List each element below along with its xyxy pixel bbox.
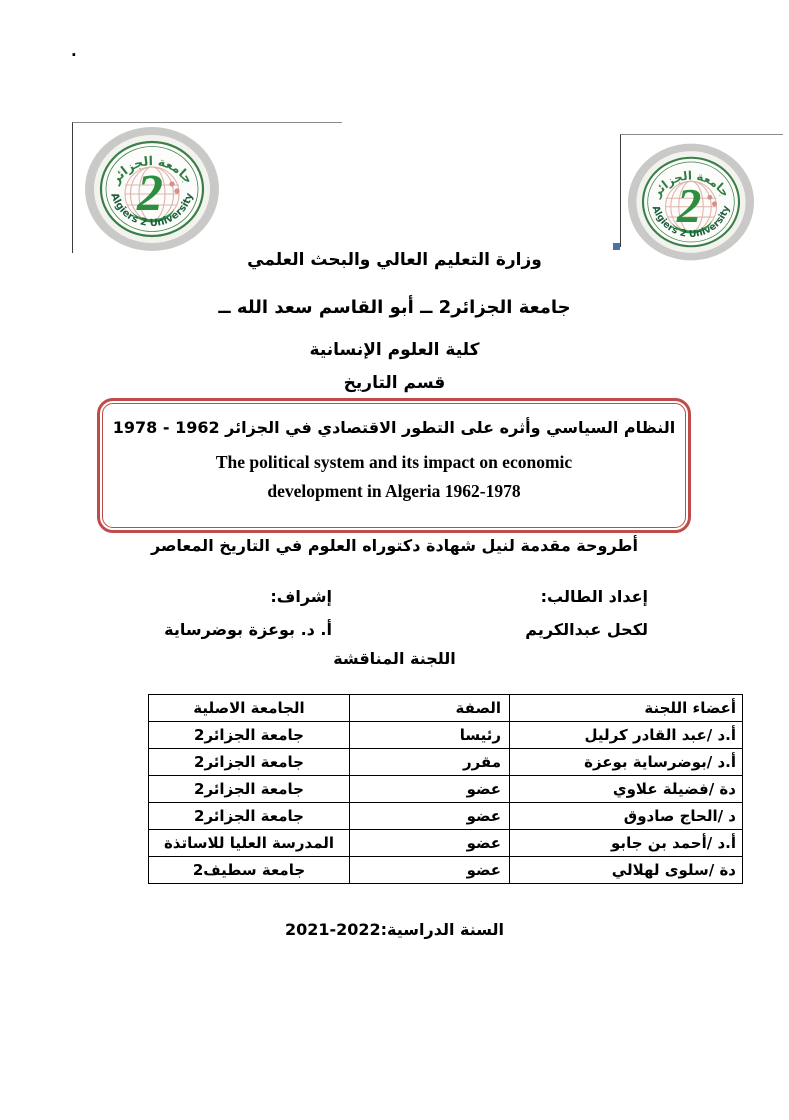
supervisor-block: [140, 580, 332, 646]
member-university-cell: جامعة الجزائر2: [149, 749, 350, 776]
column-header-university: الجامعة الاصلية: [149, 695, 350, 722]
english-title-line1: The political system and its impact on economic: [215, 452, 573, 472]
department-line: قسم التاريخ: [343, 373, 446, 393]
member-name-cell: دة /سلوى لهلالي: [510, 857, 743, 884]
committee-table: [148, 694, 743, 884]
arabic-thesis-title: النظام السياسي وأثره على التطور الاقتصادي في الجزائر 1962 - 1978: [112, 418, 676, 437]
algiers2-university-logo-icon: [84, 126, 220, 252]
member-name-cell: أ.د /أحمد بن جابو: [510, 830, 743, 857]
member-university-cell: جامعة الجزائر2: [149, 722, 350, 749]
member-name-cell: د /الحاج صادوق: [510, 803, 743, 830]
member-university-cell: المدرسة العليا للاساتذة: [149, 830, 350, 857]
column-header-role: الصفة: [350, 695, 510, 722]
academic-year-line: السنة الدراسية:2022-2021: [284, 920, 505, 939]
member-university-cell: جامعة الجزائر2: [149, 776, 350, 803]
table-row: [149, 749, 743, 776]
table-row: [149, 857, 743, 884]
textbox-resize-handle[interactable]: [613, 243, 620, 250]
student-label: إعداد الطالب:: [540, 587, 648, 606]
member-name-cell: أ.د /بوضرساية بوعزة: [510, 749, 743, 776]
thesis-title-box: [97, 398, 691, 533]
member-role-cell: عضو: [350, 776, 510, 803]
faculty-line: كلية العلوم الإنسانية: [309, 340, 480, 360]
member-university-cell: جامعة الجزائر2: [149, 803, 350, 830]
stray-period-mark: .: [71, 42, 77, 60]
table-row: [149, 776, 743, 803]
university-name-line: جامعة الجزائر2 ــ أبو القاسم سعد الله ــ: [218, 297, 571, 318]
english-thesis-title: [103, 448, 685, 506]
thesis-title-box-inner-border: [102, 403, 686, 528]
algiers2-university-logo-icon: [627, 139, 755, 265]
supervisor-name: أ. د. بوعزة بوضرساية: [164, 620, 332, 639]
column-header-members: أعضاء اللجنة: [510, 695, 743, 722]
table-row: [149, 830, 743, 857]
member-role-cell: عضو: [350, 803, 510, 830]
student-name: لكحل عبدالكريم: [525, 620, 648, 639]
member-name-cell: أ.د /عبد القادر كرليل: [510, 722, 743, 749]
table-row: [149, 722, 743, 749]
committee-heading: اللجنة المناقشة: [333, 649, 456, 668]
english-title-line2: development in Algeria 1962-1978: [267, 481, 521, 501]
supervisor-label: إشراف:: [270, 587, 332, 606]
member-role-cell: عضو: [350, 830, 510, 857]
member-university-cell: جامعة سطيف2: [149, 857, 350, 884]
member-name-cell: دة /فضيلة علاوي: [510, 776, 743, 803]
member-role-cell: عضو: [350, 857, 510, 884]
thesis-statement-line: أطروحة مقدمة لنيل شهادة دكتوراه العلوم في التاريخ المعاصر: [151, 536, 638, 555]
ministry-line: وزارة التعليم العالي والبحث العلمي: [247, 250, 542, 270]
member-role-cell: مقرر: [350, 749, 510, 776]
student-block: [525, 580, 648, 646]
member-role-cell: رئيسا: [350, 722, 510, 749]
committee-table-header-row: [149, 695, 743, 722]
table-row: [149, 803, 743, 830]
